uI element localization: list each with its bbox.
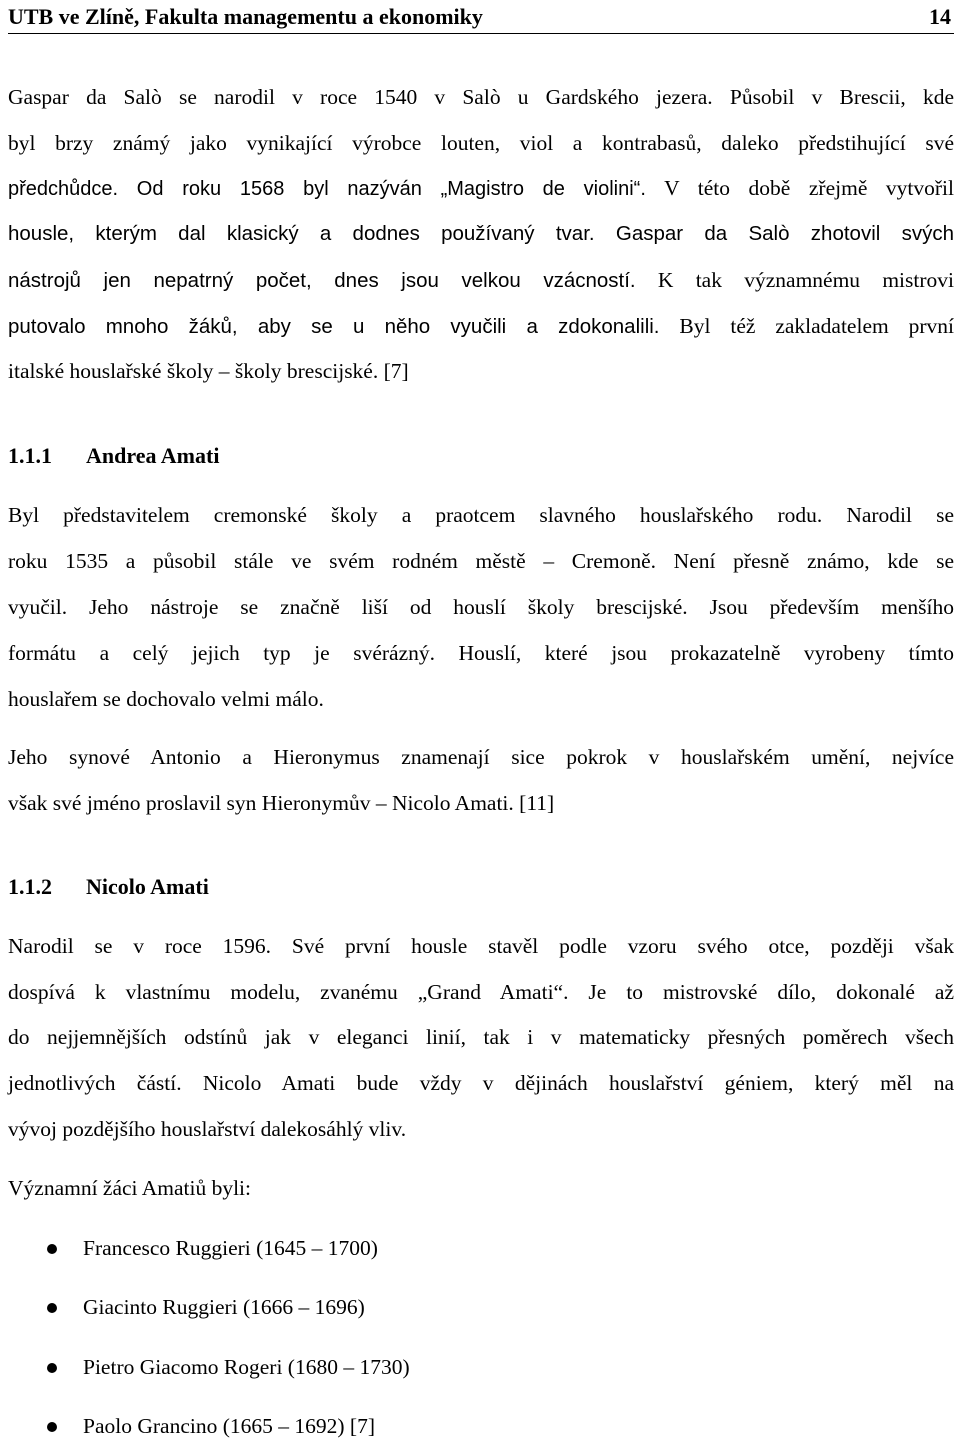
section-number: 1.1.2 <box>8 874 52 899</box>
text-span: housle, kterým dal klasický a dodnes používaný tvar. <box>8 222 595 245</box>
paragraph-line: Narodil se v roce 1596. Své první housle stavěl podle vzoru svého otce, později však <box>8 934 954 958</box>
paragraph-line: dospívá k vlastnímu modelu, zvanému „Grand Amati“. Je to mistrovské dílo, dokonalé až <box>8 980 954 1004</box>
text-span: Byl též zakladatelem první <box>659 314 954 338</box>
section-title: Nicolo Amati <box>86 874 209 899</box>
text-span: K tak významnému mistrovi <box>635 268 954 292</box>
bullet-icon <box>47 1363 57 1373</box>
bullet-icon <box>47 1303 57 1313</box>
page-number: 14 <box>929 4 951 29</box>
text-span: nástrojů jen nepatrný počet, dnes jsou velkou vzácností. <box>8 269 636 292</box>
paragraph-line: houslařem se dochovalo velmi málo. <box>8 687 324 711</box>
paragraph-line: vyučil. Jeho nástroje se značně liší od houslí školy brescijské. Jsou především menšího <box>8 595 954 619</box>
paragraph-line: byl brzy známý jako vynikající výrobce louten, viol a kontrabasů, daleko předstihující své <box>8 131 954 155</box>
paragraph-line: roku 1535 a působil stále ve svém rodném městě – Cremoně. Není přesně známo, kde se <box>8 549 954 573</box>
paragraph-line: do nejjemnějších odstínů jak v eleganci linií, tak i v matematicky přesných poměrech všech <box>8 1025 954 1049</box>
students-intro: Významní žáci Amatiů byli: <box>8 1176 252 1200</box>
paragraph-line <box>8 266 954 295</box>
paragraph-line: Jeho synové Antonio a Hieronymus znamenají sice pokrok v houslařském umění, nejvíce <box>8 745 954 769</box>
list-item-text: Francesco Ruggieri (1645 – 1700) <box>83 1236 378 1260</box>
paragraph-line: jednotlivých částí. Nicolo Amati bude vždy v dějinách houslařství géniem, který měl na <box>8 1071 954 1095</box>
paragraph-line <box>8 220 954 248</box>
section-number: 1.1.1 <box>8 443 52 468</box>
section-heading <box>8 442 219 470</box>
text-span: putovalo mnoho žáků, aby se u něho vyučili a zdokonalili. <box>8 315 660 338</box>
header-title: UTB ve Zlíně, Fakulta managementu a ekonomiky <box>8 4 483 29</box>
bullet-icon <box>47 1422 57 1432</box>
text-span: předchůdce. Od roku 1568 byl nazýván „Magistro de violini“. <box>8 178 646 200</box>
paragraph-line: Byl představitelem cremonské školy a praotcem slavného houslařského rodu. Narodil se <box>8 503 954 527</box>
list-item-text: Giacinto Ruggieri (1666 – 1696) <box>83 1295 365 1319</box>
list-item-text: Paolo Grancino (1665 – 1692) [7] <box>83 1414 375 1438</box>
paragraph-line: vývoj pozdějšího houslařství dalekosáhlý vliv. <box>8 1117 407 1141</box>
paragraph-line: italské houslařské školy – školy brescijské. [7] <box>8 359 409 383</box>
section-title: Andrea Amati <box>86 443 220 468</box>
bullet-icon <box>47 1244 57 1254</box>
text-span: V této době zřejmě vytvořil <box>645 176 954 200</box>
page-header <box>8 0 954 34</box>
paragraph-line: formátu a celý jejich typ je svérázný. Houslí, které jsou prokazatelně vyrobeny tímto <box>8 641 954 665</box>
list-item-text: Pietro Giacomo Rogeri (1680 – 1730) <box>83 1355 410 1379</box>
paragraph-line: však své jméno proslavil syn Hieronymův – Nicolo Amati. [11] <box>8 791 555 815</box>
text-span: Gaspar da Salò zhotovil svých <box>594 222 955 245</box>
paragraph-line <box>8 174 954 203</box>
paragraph-line <box>8 312 954 341</box>
paragraph-line: Gaspar da Salò se narodil v roce 1540 v Salò u Gardského jezera. Působil v Brescii, kde <box>8 85 954 109</box>
section-heading <box>8 873 209 901</box>
